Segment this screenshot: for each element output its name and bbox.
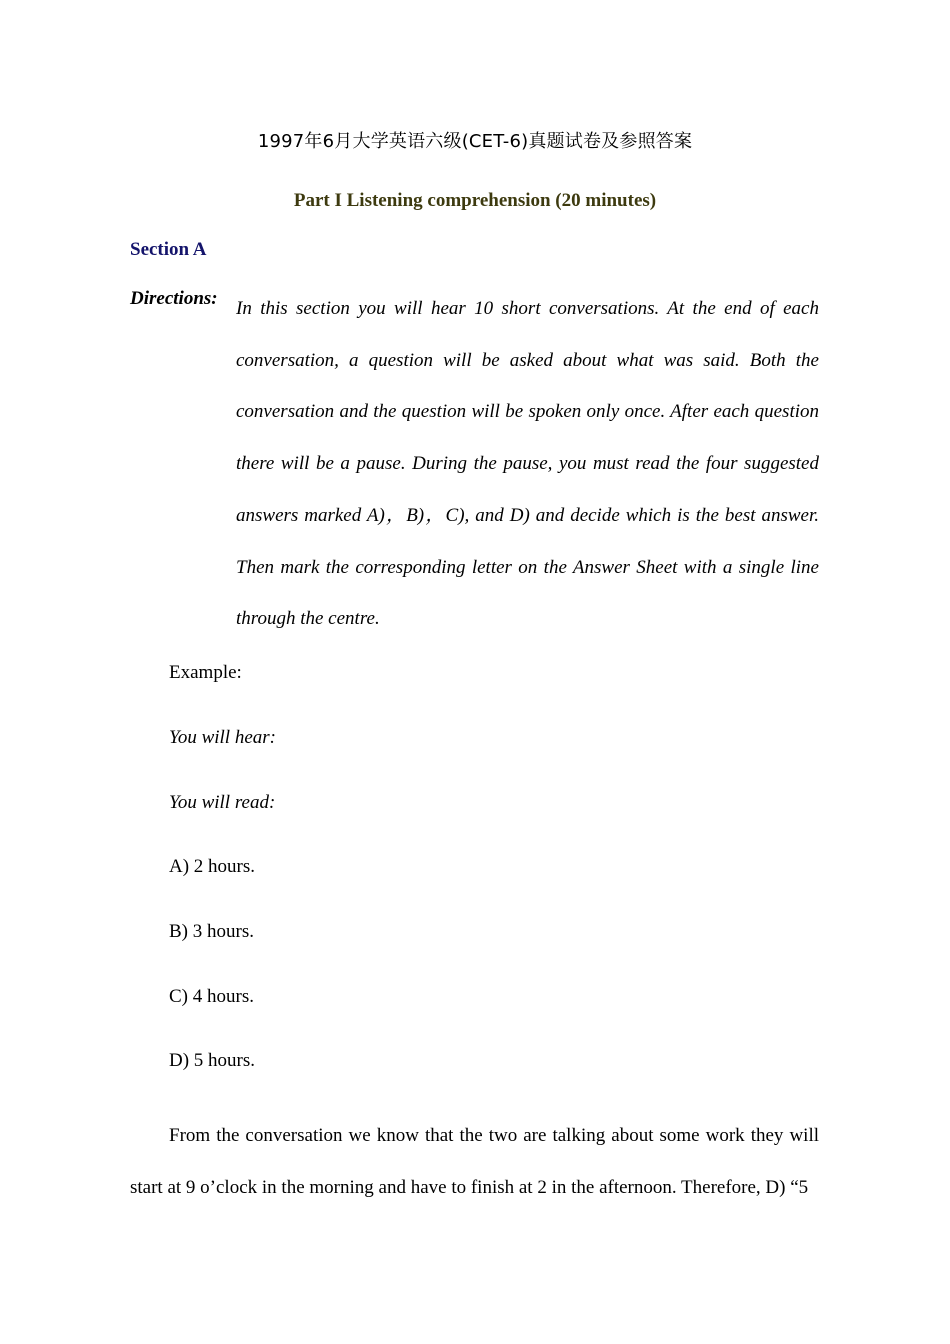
option-d: D) 5 hours.: [169, 1050, 256, 1071]
option-b: B) 3 hours.: [169, 921, 254, 942]
you-will-read-label: You will read:: [169, 792, 276, 813]
document-title: 1997年6月大学英语六级(CET-6)真题试卷及参照答案: [257, 131, 693, 152]
directions-label: Directions:: [130, 288, 218, 309]
part-heading: Part I Listening comprehension (20 minutes): [293, 190, 657, 211]
example-label: Example:: [169, 662, 242, 683]
option-c: C) 4 hours.: [169, 986, 254, 1007]
section-heading: Section A: [130, 239, 207, 260]
directions-text: In this section you will hear 10 short conversations. At the end of each conversation, a question will be asked about what was said. Both the conversation and the question will be spoken only once. After each question there will be a pause. During the pause, you must read the four suggested answers marked A)，B)，C), and D) and decide which is the best answer. Then mark the corresponding letter on the Answer Sheet with a single line through the centre.: [236, 298, 819, 630]
option-a: A) 2 hours.: [169, 856, 256, 877]
explanation-paragraph: From the conversation we know that the two are talking about some work they will start at 9 o’clock in the morning and have to finish at 2 in the afternoon. Therefore, D) “5: [130, 1125, 819, 1198]
you-will-hear-label: You will hear:: [169, 727, 276, 748]
